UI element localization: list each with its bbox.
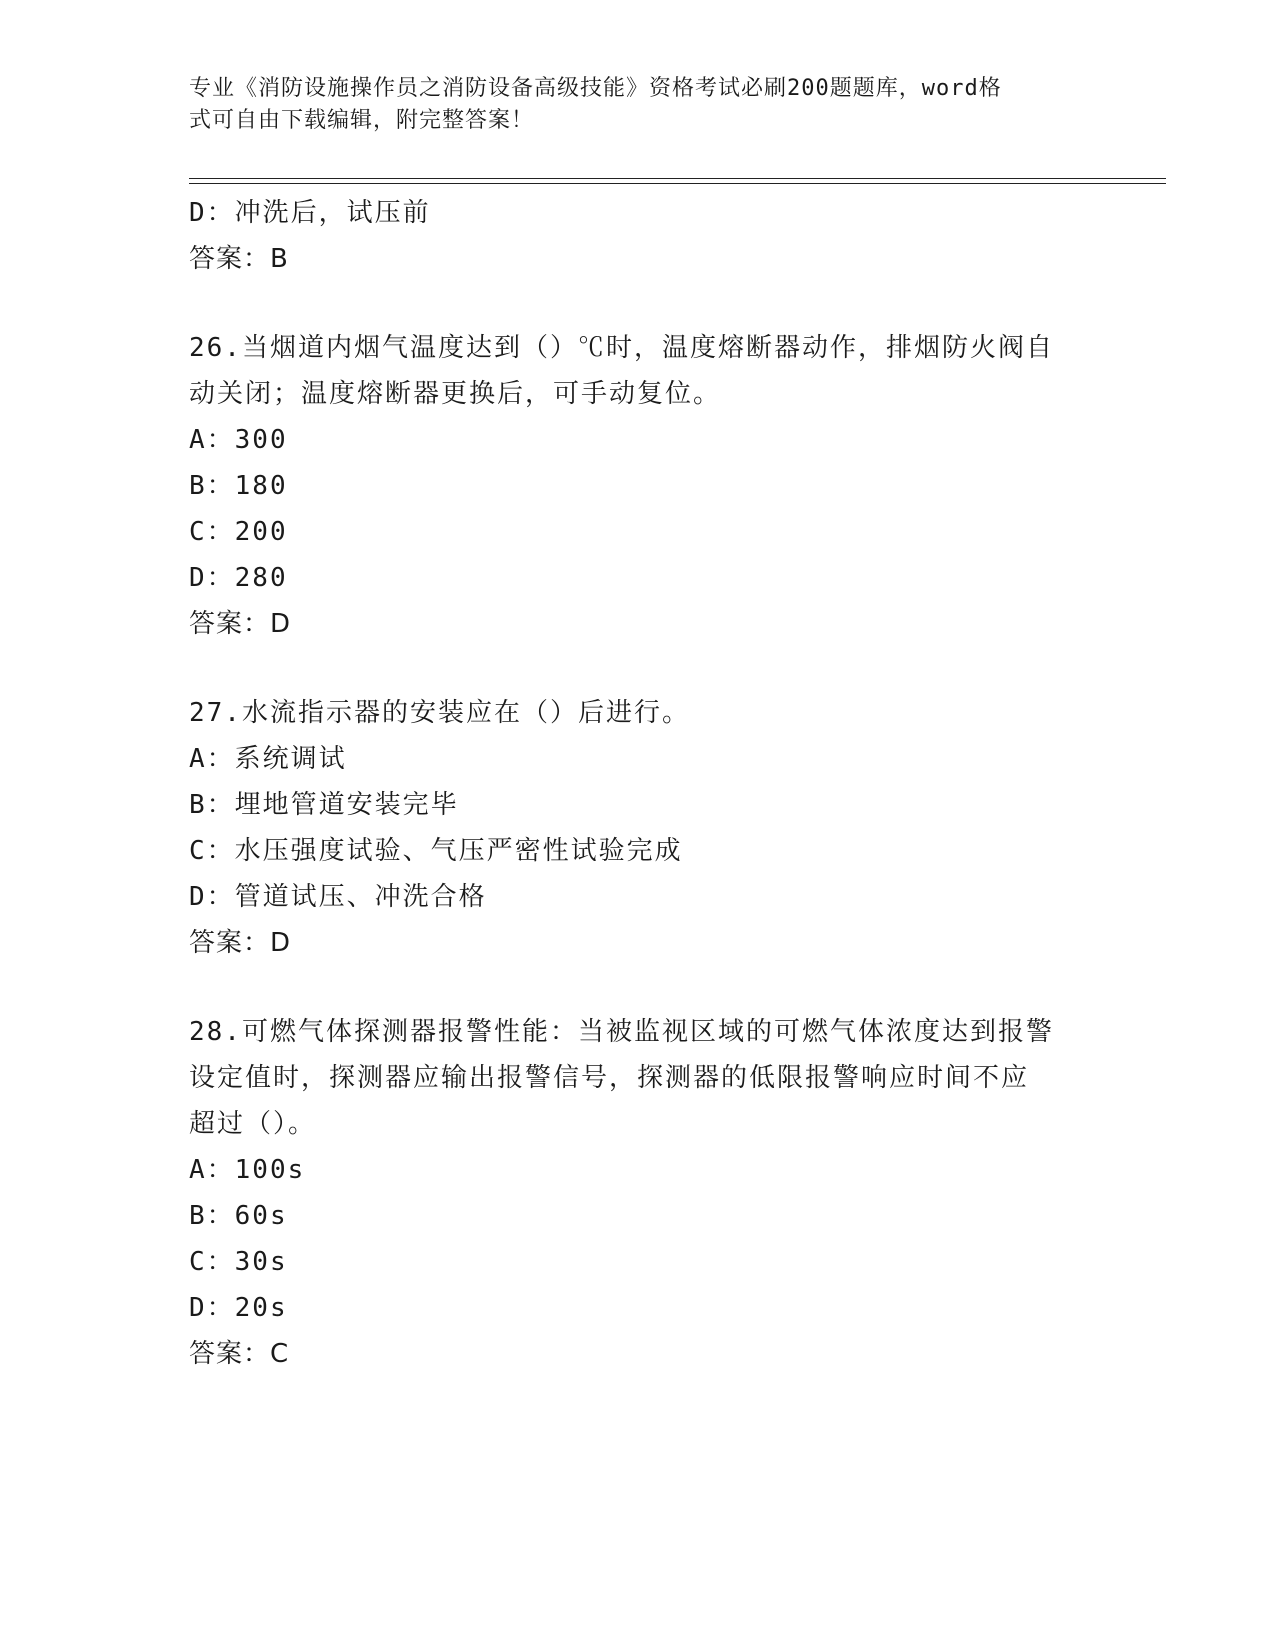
- option-d: D：管道试压、冲洗合格: [189, 882, 487, 912]
- option-d: D：20s: [189, 1293, 288, 1323]
- option-c: C：30s: [189, 1247, 288, 1277]
- option-d: D：280: [189, 563, 288, 593]
- option-c: C：水压强度试验、气压严密性试验完成: [189, 836, 683, 866]
- previous-question-tail: [189, 190, 1089, 282]
- question-text-line: 27.水流指示器的安装应在（）后进行。: [189, 698, 690, 728]
- header-divider-bottom: [189, 183, 1166, 184]
- question-text-line: 动关闭；温度熔断器更换后，可手动复位。: [189, 379, 722, 409]
- option-b: B：埋地管道安装完毕: [189, 790, 459, 820]
- option-b: B：60s: [189, 1201, 288, 1231]
- question-text-line: 超过（）。: [189, 1109, 317, 1139]
- document-header: [189, 73, 1089, 137]
- option-a: A：300: [189, 425, 288, 455]
- answer-line: 答案：D: [189, 928, 292, 958]
- question-26: [189, 325, 1089, 647]
- question-27: [189, 690, 1089, 966]
- header-line-2: 式可自由下载编辑，附完整答案！: [189, 108, 535, 133]
- question-28: [189, 1009, 1089, 1377]
- question-text-line: 26.当烟道内烟气温度达到（）℃时，温度熔断器动作，排烟防火阀自: [189, 333, 1054, 363]
- answer-line: 答案：D: [189, 609, 292, 639]
- question-text-line: 28.可燃气体探测器报警性能：当被监视区域的可燃气体浓度达到报警: [189, 1017, 1054, 1047]
- option-a: A：100s: [189, 1155, 306, 1185]
- option-c: C：200: [189, 517, 288, 547]
- header-divider-top: [189, 178, 1166, 179]
- option-a: A：系统调试: [189, 744, 347, 774]
- answer-line: 答案：B: [189, 244, 289, 274]
- answer-line: 答案：C: [189, 1339, 290, 1369]
- option-d: D：冲洗后，试压前: [189, 198, 431, 228]
- header-line-1: 专业《消防设施操作员之消防设备高级技能》资格考试必刷200题题库，word格: [189, 76, 1002, 101]
- question-list: [189, 190, 1089, 1377]
- option-b: B：180: [189, 471, 288, 501]
- question-text-line: 设定值时，探测器应输出报警信号，探测器的低限报警响应时间不应: [189, 1063, 1030, 1093]
